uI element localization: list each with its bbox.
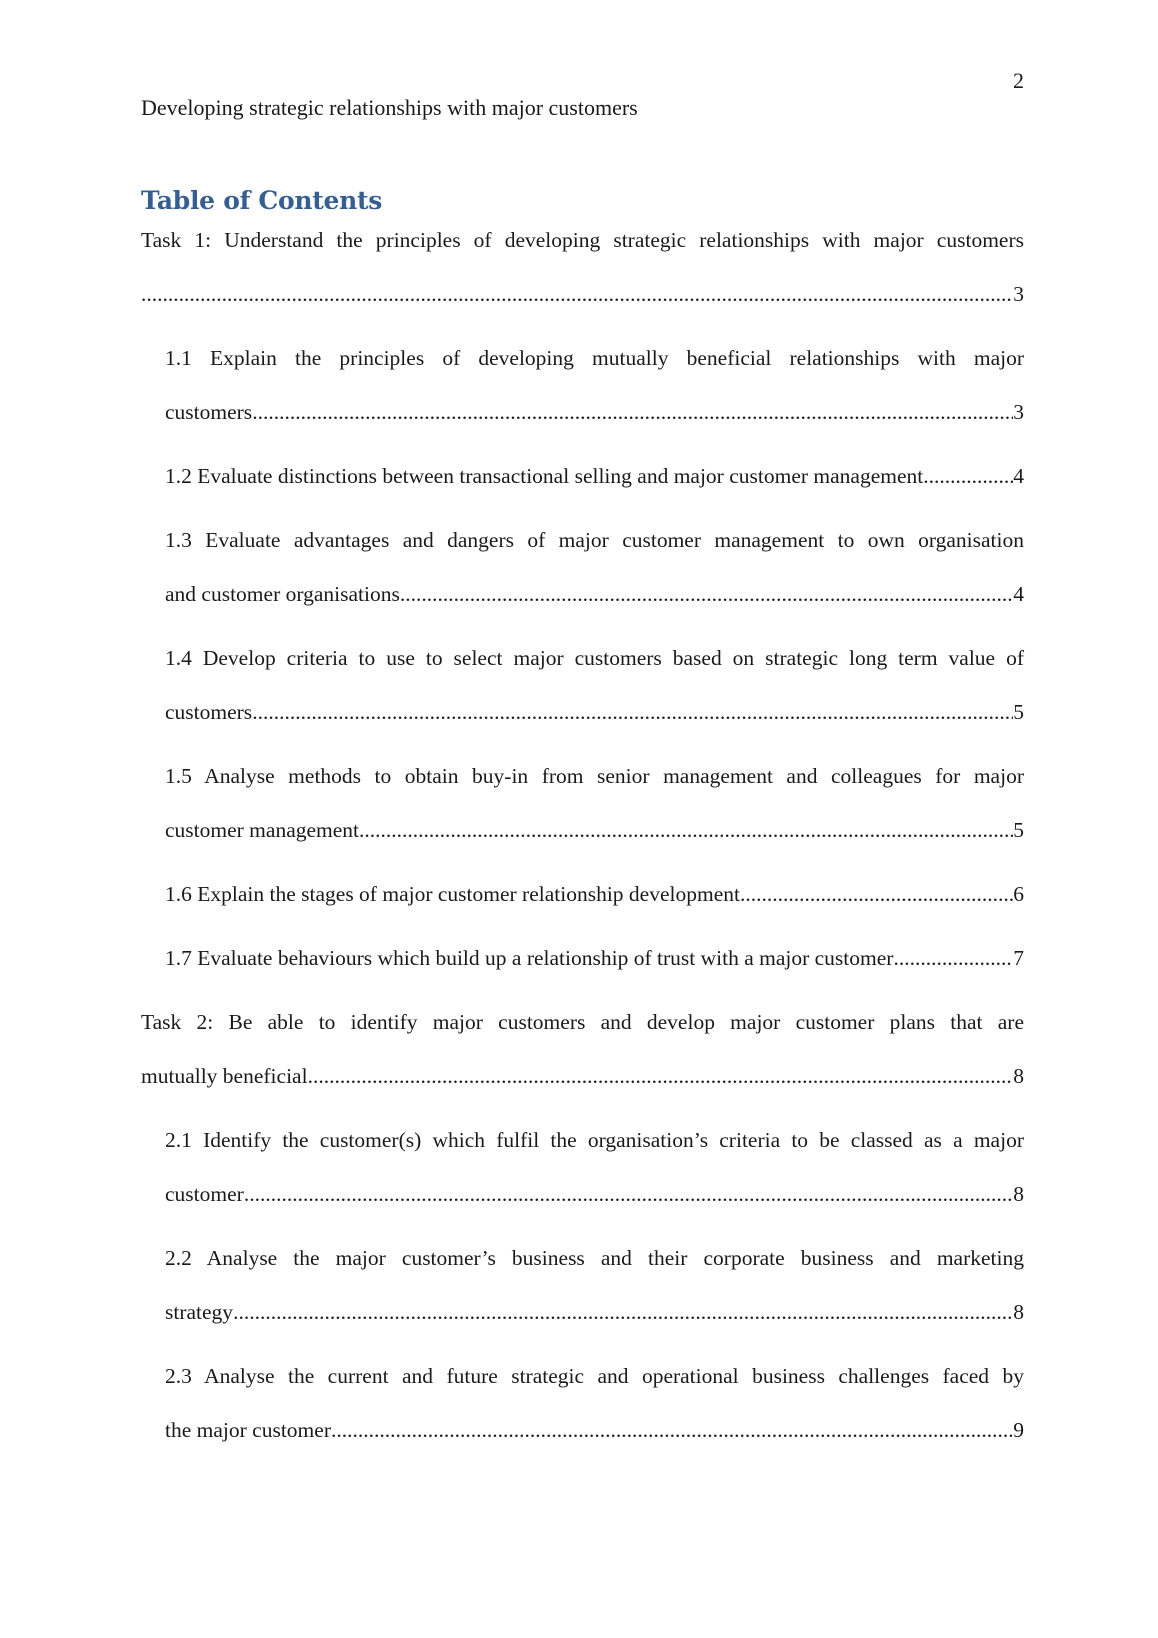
toc-page-number: 7 xyxy=(1013,946,1024,970)
toc-entry-1-4[interactable] xyxy=(165,631,1024,739)
toc-entry-task-1[interactable] xyxy=(141,213,1024,321)
toc-page-number: 6 xyxy=(1013,882,1024,906)
toc-page-number: 5 xyxy=(1013,818,1024,842)
dot-leader xyxy=(893,931,1013,985)
toc-entry-task-2[interactable] xyxy=(141,995,1024,1103)
toc-entry-text-end: and customer organisations xyxy=(165,582,400,606)
toc-entry-1-7[interactable] xyxy=(165,931,1024,985)
toc-entry-1-1[interactable] xyxy=(165,331,1024,439)
toc-entry-text: 1.4 Develop criteria to use to select major customers based on strategic long term value of xyxy=(165,646,1024,670)
dot-leader xyxy=(308,1049,1014,1103)
toc-entry-1-6[interactable] xyxy=(165,867,1024,921)
toc-entry-text: Task 2: Be able to identify major customers and develop major customer plans that are xyxy=(141,1010,1024,1034)
toc-page-number: 9 xyxy=(1013,1418,1024,1442)
toc-page-number: 8 xyxy=(1013,1182,1024,1206)
toc-entry-1-3[interactable] xyxy=(165,513,1024,621)
toc-entry-2-2[interactable] xyxy=(165,1231,1024,1339)
toc-entry-text: 1.6 Explain the stages of major customer relationship development xyxy=(165,882,740,906)
toc-entry-text: 1.7 Evaluate behaviours which build up a relationship of trust with a major customer xyxy=(165,946,894,970)
running-head: Developing strategic relationships with major customers xyxy=(141,95,638,120)
toc-entry-text-end: customers xyxy=(165,400,253,424)
toc-entry-text-end: strategy xyxy=(165,1300,234,1324)
dot-leader xyxy=(740,867,1013,921)
table-of-contents xyxy=(141,213,1024,1467)
toc-heading: Table of Contents xyxy=(141,186,383,215)
toc-entry-1-2[interactable] xyxy=(165,449,1024,503)
toc-entry-2-1[interactable] xyxy=(165,1113,1024,1221)
dot-leader xyxy=(400,567,1013,621)
toc-entry-text-end: the major customer xyxy=(165,1418,331,1442)
dot-leader xyxy=(923,449,1013,503)
toc-entry-text-end: customer management xyxy=(165,818,360,842)
toc-page-number: 4 xyxy=(1013,464,1024,488)
toc-page-number: 8 xyxy=(1013,1064,1024,1088)
toc-entry-text: 1.2 Evaluate distinctions between transactional selling and major customer management xyxy=(165,464,924,488)
toc-page-number: 5 xyxy=(1013,700,1024,724)
dot-leader xyxy=(141,267,1013,321)
toc-page-number: 3 xyxy=(1013,400,1024,424)
dot-leader xyxy=(252,685,1013,739)
toc-entry-text: 2.1 Identify the customer(s) which fulfil the organisation’s criteria to be classed as a major xyxy=(165,1128,1024,1152)
toc-entry-text: 1.1 Explain the principles of developing mutually beneficial relationships with major xyxy=(165,346,1024,370)
toc-entry-text: 2.2 Analyse the major customer’s business and their corporate business and marketing xyxy=(165,1246,1024,1270)
toc-entry-2-3[interactable] xyxy=(165,1349,1024,1457)
toc-page-number: 8 xyxy=(1013,1300,1024,1324)
dot-leader xyxy=(244,1167,1013,1221)
dot-leader xyxy=(331,1403,1013,1457)
toc-page-number: 4 xyxy=(1013,582,1024,606)
toc-entry-text-end: customers xyxy=(165,700,253,724)
toc-entry-text: 1.5 Analyse methods to obtain buy-in from senior management and colleagues for major xyxy=(165,764,1024,788)
toc-entry-1-5[interactable] xyxy=(165,749,1024,857)
toc-entry-text: 1.3 Evaluate advantages and dangers of major customer management to own organisation xyxy=(165,528,1024,552)
toc-entry-text-end: mutually beneficial xyxy=(141,1064,308,1088)
toc-entry-text-end: customer xyxy=(165,1182,244,1206)
dot-leader xyxy=(252,385,1013,439)
dot-leader xyxy=(233,1285,1013,1339)
toc-page-number: 3 xyxy=(1013,282,1024,306)
dot-leader xyxy=(359,803,1013,857)
toc-entry-text: 2.3 Analyse the current and future strategic and operational business challenges faced by xyxy=(165,1364,1024,1388)
page-number: 2 xyxy=(1013,68,1024,93)
toc-entry-text: Task 1: Understand the principles of developing strategic relationships with major customers xyxy=(141,228,1024,252)
